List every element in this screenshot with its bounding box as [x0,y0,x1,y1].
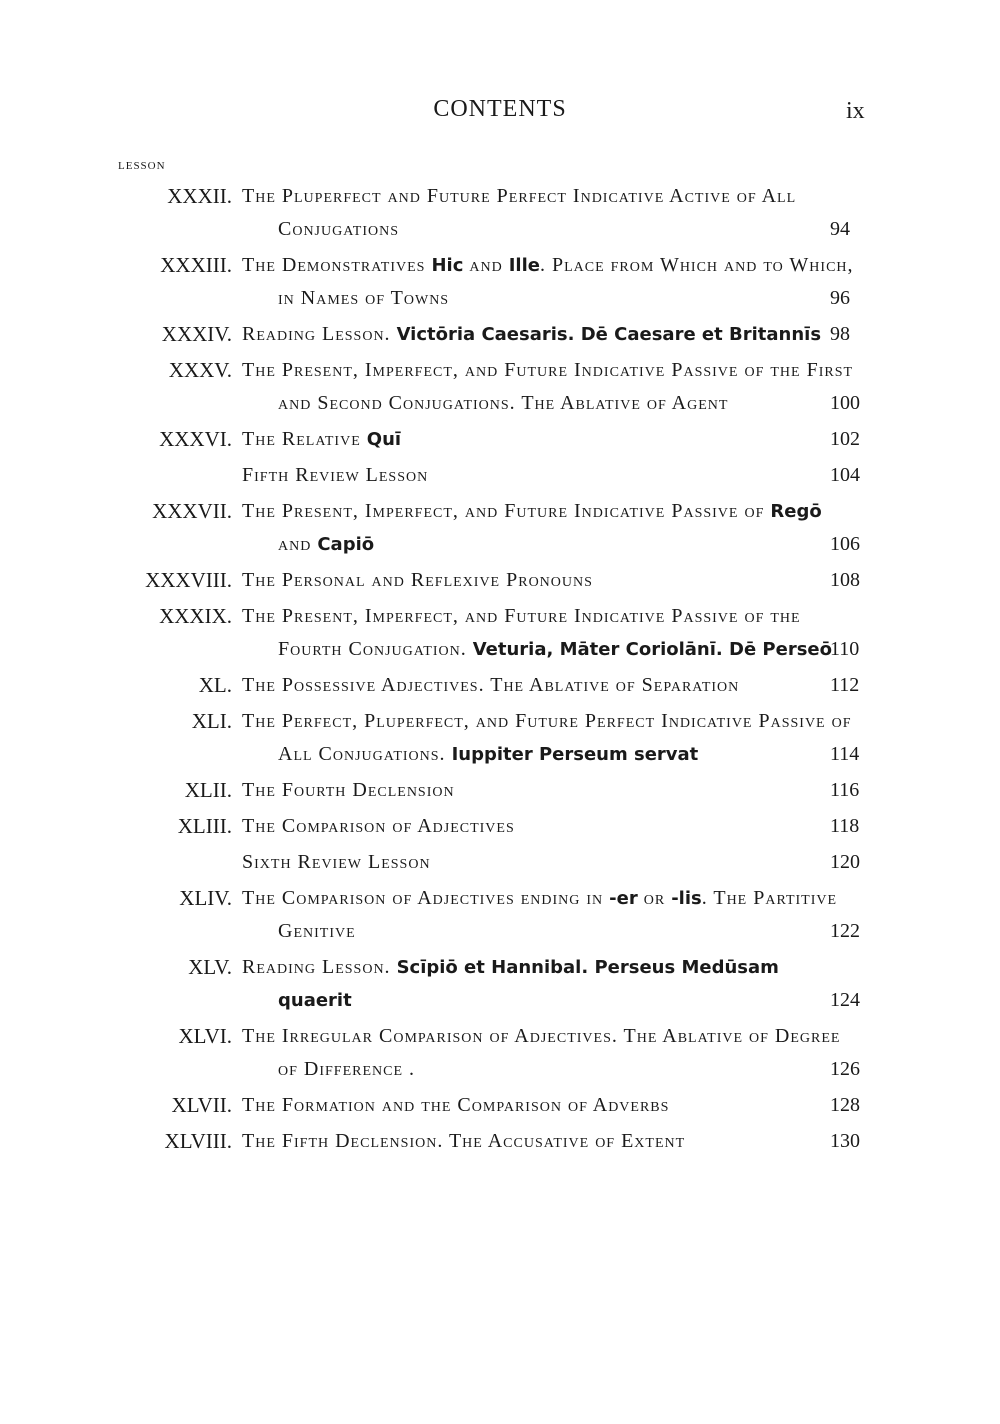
page-ref: 94 [830,218,850,240]
lesson-number: XLI. [191,709,232,733]
title-text: Reading Lesson. [242,956,397,978]
lesson-title [242,318,858,351]
title-text: The Fourth Declension [242,779,455,801]
lesson-title [242,882,858,948]
latin-term: Hic [431,255,464,276]
lesson-title [242,705,858,771]
latin-term: Scīpiō et Hannibal. Perseus Medūsam quaerit [278,957,779,1011]
toc-entry [0,846,1000,879]
page-ref: 104 [830,464,860,486]
title-text: The Present, Imperfect, and Future Indicative Passive of the First and Second Conjugations. The Ablative of Agent [242,359,854,414]
lesson-title [242,1125,858,1158]
title-text: Reading Lesson. [242,323,397,345]
title-text: The Personal and Reflexive Pronouns [242,569,593,591]
latin-term: Iuppiter Perseum servat [451,744,699,765]
lesson-number: XLVIII. [164,1129,232,1153]
lesson-column-label: LESSON [118,160,166,172]
title-text: and [463,254,509,276]
page-ref: 130 [830,1130,860,1152]
title-text: The Present, Imperfect, and Future Indicative Passive of the Fourth Conjugation. [242,605,801,660]
lesson-title [242,495,858,561]
latin-term: -er [609,888,638,909]
lesson-number: XXXVIII. [145,568,232,592]
title-text: Sixth Review Lesson [242,851,431,873]
lesson-number: XXXV. [168,358,232,382]
lesson-title [242,249,858,315]
lesson-number: XL. [198,673,232,697]
page-ref: 108 [830,569,860,591]
title-text: . Place from Which and to Which, in Names of Towns [278,254,854,309]
title-text: or [637,887,672,909]
lesson-title [242,423,858,456]
page-ref: 124 [830,989,860,1011]
lesson-number: XLIII. [177,814,232,838]
title-text: The Irregular Comparison of Adjectives. The Ablative of Degree of Difference . [242,1025,841,1080]
page-ref: 110 [830,638,860,660]
toc-entry [0,774,1000,807]
lesson-title [242,564,858,597]
title-text: The Possessive Adjectives. The Ablative of Separation [242,674,740,696]
toc-entry [0,564,1000,597]
lesson-number: XXXIV. [161,322,232,346]
lesson-number: XLV. [188,955,232,979]
toc-entry [0,705,1000,771]
lesson-number: XLII. [184,778,232,802]
toc-entry [0,1020,1000,1086]
page-ref: 102 [830,428,860,450]
lesson-number: XLVI. [178,1024,232,1048]
toc-entry [0,180,1000,246]
page-ref: 118 [830,815,860,837]
latin-term: Veturia, Māter Coriolānī. Dē Perseō [472,639,832,660]
title-text: The Demonstratives [242,254,432,276]
title-text: The Comparison of Adjectives [242,815,515,837]
lesson-number: XXXVII. [152,499,232,523]
page-ref: 122 [830,920,860,942]
latin-term: -lis [671,888,702,909]
page-ref: 100 [830,392,860,414]
toc-entry [0,1089,1000,1122]
lesson-title [242,951,858,1017]
title-text: The Comparison of Adjectives ending in [242,887,610,909]
lesson-title [242,354,858,420]
lesson-title [242,669,858,702]
contents-list [0,180,1000,1161]
lesson-title [242,180,858,246]
title-text: The Present, Imperfect, and Future Indicative Passive of [242,500,771,522]
toc-entry [0,810,1000,843]
lesson-title [242,600,858,666]
latin-term: Victōria Caesaris. Dē Caesare et Britannīs [396,324,822,345]
page-ref: 116 [830,779,860,801]
title-text: The Formation and the Comparison of Adverbs [242,1094,670,1116]
toc-entry [0,354,1000,420]
lesson-title [242,1089,858,1122]
lesson-number: XXXIII. [160,253,232,277]
title-text: The Perfect, Pluperfect, and Future Perfect Indicative Passive of All Conjugations. [242,710,852,765]
page-ref: 128 [830,1094,860,1116]
page-ref: 112 [830,674,860,696]
page-ref: 126 [830,1058,860,1080]
page-ref: 120 [830,851,860,873]
title-text: . The Partitive Genitive [278,887,838,942]
title-text: The Relative [242,428,367,450]
lesson-title [242,459,858,492]
toc-entry [0,423,1000,456]
latin-term: Quī [366,429,402,450]
toc-entry [0,495,1000,561]
lesson-number: XXXIX. [159,604,232,628]
page-title: CONTENTS [433,96,567,122]
title-text: The Pluperfect and Future Perfect Indicative Active of All Conjugations [242,185,797,240]
latin-term: Capiō [317,534,375,555]
page-ref: 96 [830,287,850,309]
title-text: and [278,533,318,555]
lesson-title [242,846,858,879]
toc-entry [0,882,1000,948]
toc-entry [0,951,1000,1017]
lesson-number: XLVII. [171,1093,232,1117]
toc-entry [0,1125,1000,1158]
latin-term: Regō [770,501,822,522]
page-number: ix [846,98,865,124]
title-text: Fifth Review Lesson [242,464,429,486]
latin-term: Ille [508,255,540,276]
toc-entry [0,600,1000,666]
lesson-title [242,774,858,807]
lesson-title [242,810,858,843]
lesson-title [242,1020,858,1086]
page-ref: 106 [830,533,860,555]
title-text: The Fifth Declension. The Accusative of Extent [242,1130,686,1152]
lesson-number: XXXVI. [159,427,232,451]
toc-entry [0,459,1000,492]
lesson-number: XXXII. [167,184,232,208]
page-ref: 114 [830,743,860,765]
lesson-number: XLIV. [179,886,232,910]
toc-entry [0,249,1000,315]
toc-entry [0,318,1000,351]
toc-entry [0,669,1000,702]
page-ref: 98 [830,323,850,345]
